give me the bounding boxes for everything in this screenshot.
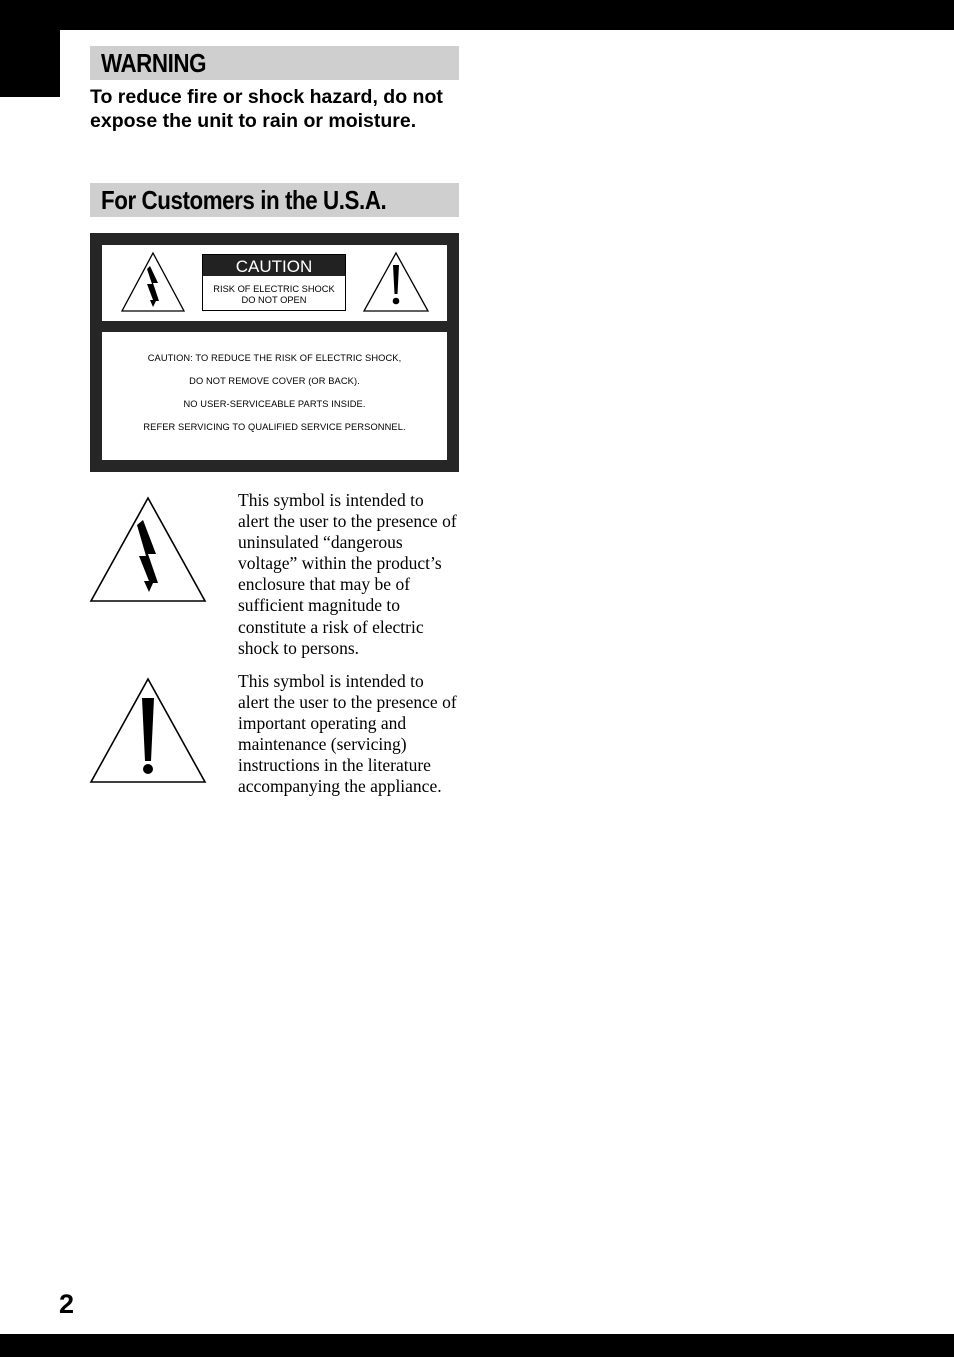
top-bar <box>0 0 954 30</box>
caution-box <box>202 254 346 311</box>
usa-heading: For Customers in the U.S.A. <box>90 183 459 217</box>
caution-label-bottom <box>102 332 447 460</box>
lightning-warning-icon <box>90 497 206 603</box>
caution-line-3: NO USER-SERVICEABLE PARTS INSIDE. <box>183 399 366 409</box>
caution-label <box>90 233 459 472</box>
bottom-bar <box>0 1334 954 1357</box>
caution-label-top <box>102 245 447 321</box>
caution-line-4: REFER SERVICING TO QUALIFIED SERVICE PERSONNEL. <box>143 422 406 432</box>
exclamation-symbol-description: This symbol is intended to alert the user to the presence of important operating and maintenance (servicing) instructions in the literature accompanying the appliance. <box>238 671 457 797</box>
caution-sub-2: DO NOT OPEN <box>241 295 307 305</box>
caution-title: CAUTION <box>203 255 345 276</box>
page-number: 2 <box>59 1289 75 1319</box>
caution-line-2: DO NOT REMOVE COVER (OR BACK). <box>189 376 360 386</box>
corner-tab <box>0 0 60 97</box>
warning-text: To reduce fire or shock hazard, do not expose the unit to rain or moisture. <box>90 86 443 132</box>
warning-heading: WARNING <box>90 46 459 80</box>
caution-sub-1: RISK OF ELECTRIC SHOCK <box>213 284 335 294</box>
exclamation-warning-icon <box>90 678 206 784</box>
exclamation-warning-icon <box>362 251 430 313</box>
lightning-warning-icon <box>120 251 186 313</box>
lightning-symbol-description: This symbol is intended to alert the user to the presence of uninsulated “dangerous voltage” within the product’s enclosure that may be of sufficient magnitude to constitute a risk of electric shock to persons. <box>238 490 457 658</box>
caution-line-1: CAUTION: TO REDUCE THE RISK OF ELECTRIC SHOCK, <box>147 353 402 363</box>
